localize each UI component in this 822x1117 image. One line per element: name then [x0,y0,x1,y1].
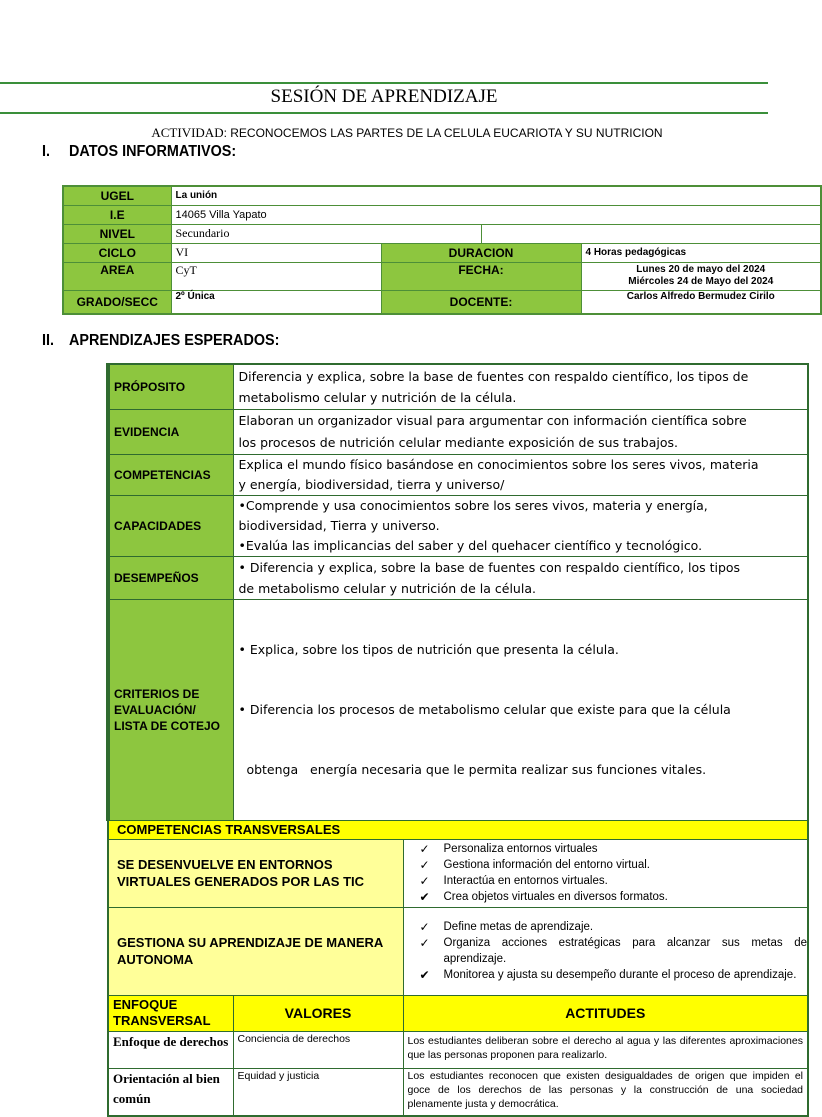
nivel-label: NIVEL [63,224,171,243]
criterios-label-line: CRITERIOS DE [114,686,200,701]
competencias-text [233,454,808,495]
section-number: II. [42,332,55,349]
section-heading-aprendizajes [42,332,279,350]
competencias-line: y energía, biodiversidad, tierra y universo/ [238,476,505,492]
fecha-label: FECHA: [381,262,581,290]
ciclo-label: CICLO [63,243,171,262]
activity-label: ACTIVIDAD [151,125,224,140]
duracion-value: 4 Horas pedagógicas [581,243,821,262]
check-icon: ✓ [419,936,430,950]
desempenos-text [233,556,808,599]
capacidades-line: •Evalúa las implicancias del saber y del quehacer científico y tecnológico. [238,537,703,553]
nivel-value: Secundario [171,224,481,243]
evidencia-line: los procesos de nutrición celular mediante exposición de sus trabajos. [238,434,678,450]
list-item: ✓ Interactúa en entornos virtuales. [419,874,608,888]
section-title: APRENDIZAJES ESPERADOS: [69,332,280,349]
nivel-empty [481,224,821,243]
actitud-cell: Los estudiantes deliberan sobre el derecho al agua y las diferentes aproximaciones que las personas proponen para realizarlo. [403,1031,808,1068]
criterios-line: • Diferencia los procesos de metabolismo celular que existe para que la célula [238,701,731,717]
ciclo-value: VI [171,243,381,262]
ie-label: I.E [63,205,171,224]
page-title: SESIÓN DE APRENDIZAJE [270,86,498,107]
datos-informativos-table [62,185,822,315]
criterios-text [233,599,808,820]
evidencia-line: Elaboran un organizador visual para argumentar con información científica sobre [238,412,747,428]
list-item: ✓ Personaliza entornos virtuales [419,842,598,856]
check-icon: ✔ [419,890,430,904]
valor-cell: Conciencia de derechos [233,1031,403,1068]
ie-value: 14065 Villa Yapato [171,205,821,224]
criterios-label-line: EVALUACIÓN/ [114,702,196,717]
ugel-value: La unión [171,186,821,205]
criterios-line: • Explica, sobre los tipos de nutrición que presenta la célula. [238,641,619,657]
aprendizajes-table [106,363,809,1117]
proposito-line: metabolismo celular y nutrición de la célula. [238,389,517,405]
activity-text: : RECONOCEMOS LAS PARTES DE LA CELULA EUCARIOTA Y SU NUTRICION [223,126,663,140]
valor-cell: Equidad y justicia [233,1068,403,1116]
actitud-cell: Los estudiantes reconocen que existen desigualdades de origen que impiden el goce de los derechos de las personas y la construcción de una sociedad plenamente justa y democrática. [403,1068,808,1116]
check-icon: ✔ [419,968,430,982]
desempenos-label: DESEMPEÑOS [108,556,233,599]
actitudes-header: ACTITUDES [403,995,808,1031]
list-item: ✔ Crea objetos virtuales en diversos formatos. [419,890,668,904]
grado-label: GRADO/SECC [63,290,171,314]
enfoque-cell: Enfoque de derechos [108,1031,233,1068]
capacidades-line: biodiversidad, Tierra y universo. [238,517,440,533]
capacidades-text [233,495,808,556]
tic-items [403,839,808,907]
area-label: AREA [63,262,171,290]
proposito-label: PRÓPOSITO [108,364,233,409]
proposito-line: Diferencia y explica, sobre la base de fuentes con respaldo científico, los tipos de [238,368,749,384]
check-icon: ✓ [419,920,430,934]
ugel-label: UGEL [63,186,171,205]
check-icon: ✓ [419,842,430,856]
fecha-line-2: Miércoles 24 de Mayo del 2024 [628,276,774,287]
check-icon: ✓ [419,874,430,888]
area-value: CyT [171,262,381,290]
criterios-line: obtenga energía necesaria que le permita realizar sus funciones vitales. [238,761,707,777]
docente-value: Carlos Alfredo Bermudez Cirilo [581,290,821,314]
activity-line [0,125,814,141]
enfoque-header: ENFOQUE TRANSVERSAL [108,995,233,1031]
fecha-line-1: Lunes 20 de mayo del 2024 [636,264,766,275]
section-number: I. [42,143,51,160]
fecha-value [581,262,821,290]
list-item: ✓ Define metas de aprendizaje. [419,920,594,934]
capacidades-label: CAPACIDADES [108,495,233,556]
desempenos-line: • Diferencia y explica, sobre la base de fuentes con respaldo científico, los tipos [238,559,741,575]
competencias-label: COMPETENCIAS [108,454,233,495]
docente-label: DOCENTE: [381,290,581,314]
criterios-label [108,599,233,820]
capacidades-line: •Comprende y usa conocimientos sobre los seres vivos, materia y energía, [238,497,708,513]
duracion-label: DURACION [381,243,581,262]
proposito-text [233,364,808,409]
list-item: ✔ Monitorea y ajusta su desempeño durante el proceso de aprendizaje. [419,968,797,982]
gestiona-competency-label: GESTIONA SU APRENDIZAJE DE MANERA AUTONOMA [108,907,403,995]
desempenos-line: de metabolismo celular y nutrición de la célula. [238,580,536,596]
section-heading-datos [42,143,236,161]
check-icon: ✓ [419,858,430,872]
evidencia-text [233,409,808,454]
competencias-transversales-title: COMPETENCIAS TRANSVERSALES [108,820,808,839]
title-rule [0,112,768,114]
criterios-label-line: LISTA DE COTEJO [114,718,221,733]
gestiona-items [403,907,808,995]
section-title: DATOS INFORMATIVOS: [69,143,237,160]
enfoque-cell: Orientación al bien común [108,1068,233,1116]
grado-value: 2º Única [171,290,381,314]
evidencia-label: EVIDENCIA [108,409,233,454]
list-item: ✓ Organiza acciones estratégicas para alcanzar sus metas de aprendizaje. [419,936,807,965]
list-item: ✓ Gestiona información del entorno virtual. [419,858,650,872]
top-rule [0,82,768,84]
tic-competency-label: SE DESENVUELVE EN ENTORNOS VIRTUALES GENERADOS POR LAS TIC [108,839,403,907]
valores-header: VALORES [233,995,403,1031]
competencias-line: Explica el mundo físico basándose en conocimientos sobre los seres vivos, materia [238,456,759,472]
